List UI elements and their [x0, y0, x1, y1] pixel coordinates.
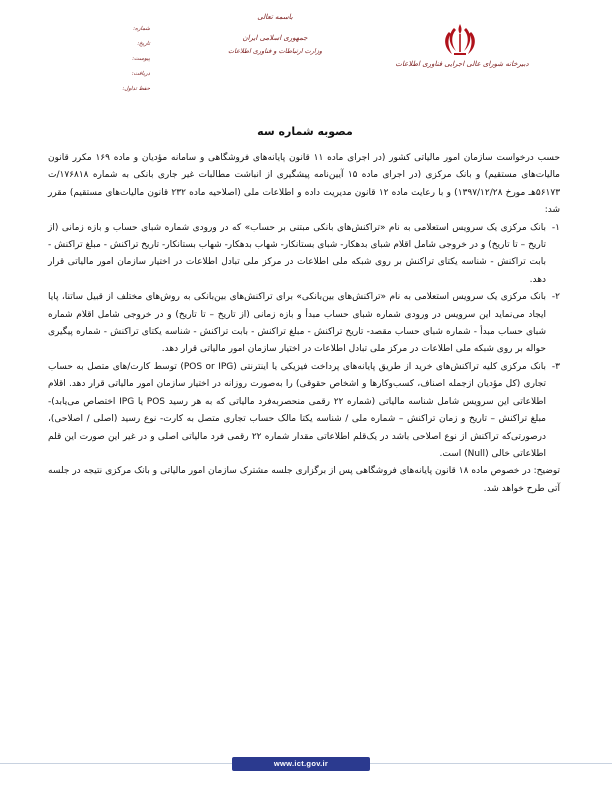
- footer-url-badge: [232, 757, 370, 771]
- clause-text: بانک مرکزی کلیه تراکنش‌های خرید از طریق پایانه‌های پرداخت فیزیکی یا اینترنتی (POS or IPG) توسط کارت/های متصل به حساب تجاری (کل مؤدیان ازجمله اصناف، کسب‌وکارها و اشخاص حقوقی) را به‌صورت روزانه در اختیار سازمان امور مالیاتی قرار دهد. اقلام اطلاعاتی این سرویس شامل شناسه مالیاتی (شماره ۲۲ رقمی منحصربه‌فرد مالیاتی که به هر رسید POS یا IPG اختصاص می‌یابد)- مبلغ تراکنش – تاریخ و زمان تراکنش – شماره ملی / شناسه یکتا مالک حساب تجاری متصل به کارت- نوع رسید (اصلی / اصلاحی)، درصورتی‌که تراکنش از نوع اصلاحی باشد در یک‌قلم اطلاعاتی مقدار شماره ۲۲ رقمی فرد مالیاتی اصلی و در غیر این صورت این قلم اطلاعاتی خالی (Null) است.: [48, 361, 547, 459]
- basmala: باسمه تعالی: [257, 13, 293, 21]
- meta-number-label: شماره:: [133, 26, 150, 32]
- clause-text: بانک مرکزی یک سرویس استعلامی به نام «تراکنش‌های بانکی مبتنی بر حساب» که در ورودی شماره شبای حساب و بازه زمانی (از تاریخ – تا تاریخ) و در خروجی شامل اقلام شبای بدهکار- شبای بستانکار- شهاب بدهکار- شهاب بستانکار- تاریخ تراکنش - مبلغ تراکنش - بابت تراکنش - شناسه یکتای تراکنش بر روی شبکه ملی اطلاعات در مرکز ملی تبادل اطلاعات در اختیار سازمان امور مالیاتی قرار دهد.: [48, 222, 546, 285]
- iran-emblem-icon: [440, 22, 480, 58]
- clause-item: [48, 289, 560, 359]
- resolution-title: مصوبه شماره سه: [257, 125, 353, 138]
- website-url[interactable]: www.ict.gov.ir: [273, 759, 329, 768]
- secretariat-caption: دبیرخانه شورای عالی اجرایی فناوری اطلاعات: [395, 60, 529, 68]
- meta-classification-label: حفظ تداول:: [122, 86, 150, 92]
- clause-number: ۳-: [551, 361, 560, 372]
- intro-paragraph: حسب درخواست سازمان امور مالیاتی کشور (در اجرای ماده ۱۱ قانون پایانه‌های فروشگاهی و سامانه مؤدیان و ماده ۱۶۹ مکرر قانون مالیات‌های مستقیم) و بانک مرکزی (در اجرای ماده ۱۵ آیین‌نامه پیشگیری از انباشت مطالبات غیر جاری بانکی به شماره ۱۷۶۸۱۸/ت ۵۶۱۷۳هـ مورخ ۱۳۹۷/۱۲/۲۸) و با رعایت ماده ۱۲ قانون مدیریت داده و اطلاعات ملی (اصلاحیه ماده ۲۳۲ قانون مالیات‌های مستقیم) مقرر شد:: [48, 153, 561, 216]
- clause-item: [48, 220, 560, 290]
- resolution-body: [48, 150, 560, 498]
- letter-meta-fields: [100, 22, 150, 97]
- meta-date-label: تاریخ:: [137, 41, 150, 47]
- footer: [0, 757, 612, 771]
- clause-item: [48, 359, 560, 463]
- ministry-name: وزارت ارتباطات و فناوری اطلاعات: [228, 47, 322, 55]
- meta-attachment-label: پیوست:: [132, 56, 150, 62]
- clause-number: ۱-: [551, 222, 560, 233]
- note-paragraph: توضیح: در خصوص ماده ۱۸ قانون پایانه‌های فروشگاهی پس از برگزاری جلسه مشترک سازمان امور مالیاتی و بانک مرکزی نتیجه در جلسه آتی طرح خواهد شد.: [48, 466, 561, 494]
- letterhead: [0, 0, 612, 110]
- letterhead-center: [225, 12, 325, 57]
- republic-name: جمهوری اسلامی ایران: [242, 34, 308, 42]
- clause-number: ۲-: [551, 292, 560, 303]
- meta-received-label: دریافت:: [131, 71, 150, 77]
- clause-text: بانک مرکزی یک سرویس استعلامی به نام «تراکنش‌های بین‌بانکی» برای تراکنش‌های بین‌بانکی به روش‌های مختلف از قبیل ساتنا، پایا ایجاد می‌نماید این سرویس در ورودی شماره شبای حساب مبدأ و بازه زمانی (از تاریخ – تا تاریخ) و در خروجی شامل اقلام شماره شبای حساب مبدأ - شماره شبای حساب مقصد- تاریخ تراکنش - مبلغ تراکنش - بابت تراکنش - شناسه یکتای تراکنش - شماره پیگیری حواله بر روی شبکه ملی اطلاعات در مرکز ملی تبادل اطلاعات در اختیار سازمان امور مالیاتی قرار دهد.: [48, 292, 546, 355]
